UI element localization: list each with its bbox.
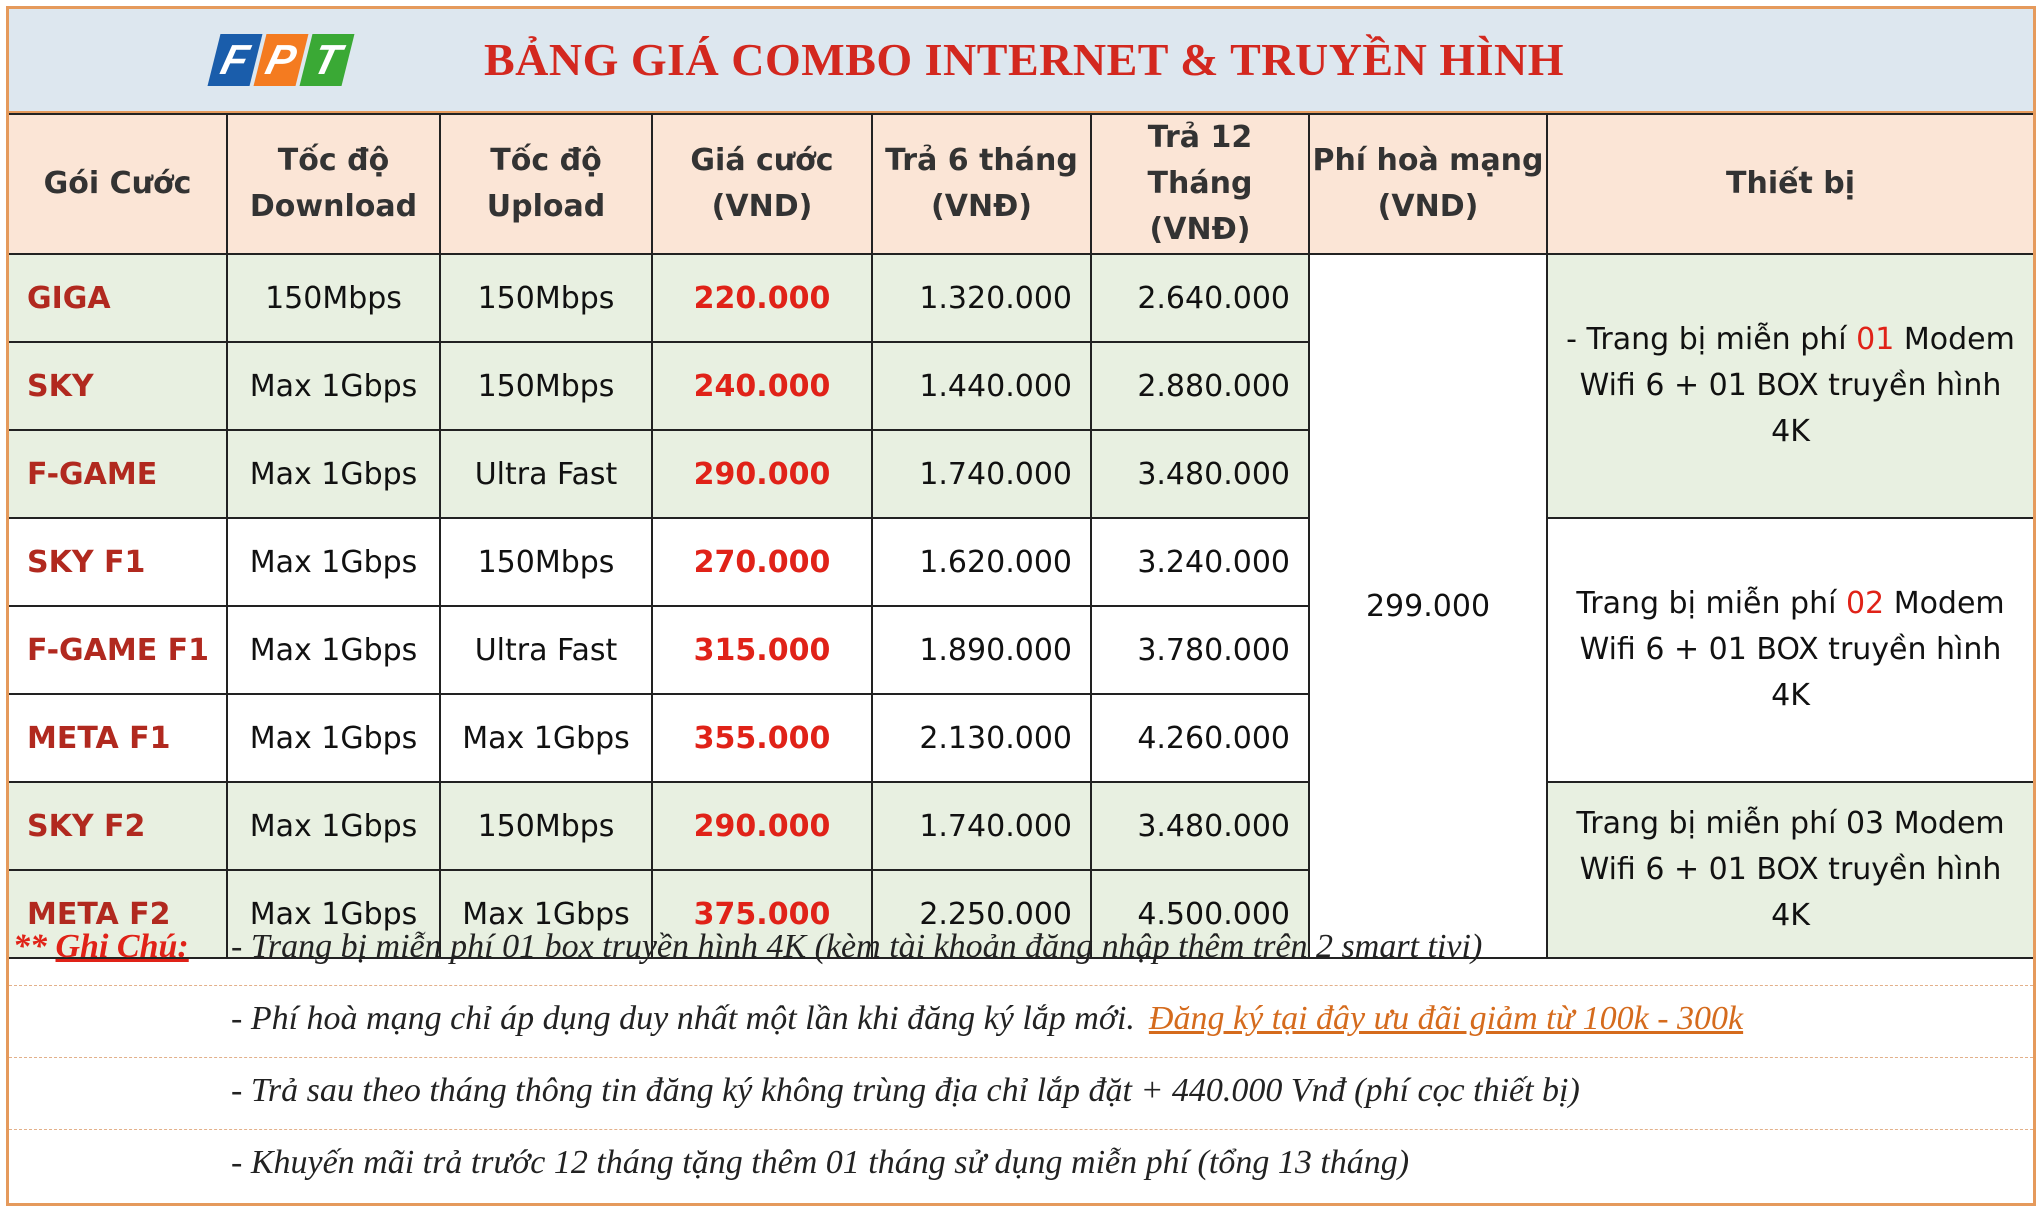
download-speed: Max 1Gbps [227, 430, 440, 518]
note-row [9, 914, 2033, 986]
pay-6-months: 1.740.000 [872, 430, 1091, 518]
header-device: Thiết bị [1547, 114, 2033, 254]
header-download: Tốc độ Download [227, 114, 440, 254]
pay-12-months: 3.480.000 [1091, 430, 1309, 518]
price-sheet [6, 6, 2036, 1206]
download-speed: Max 1Gbps [227, 870, 440, 958]
package-name: META F1 [9, 694, 227, 782]
package-name: SKY F1 [9, 518, 227, 606]
table-row [9, 782, 2033, 870]
notes-label: ** Ghi Chú: [13, 928, 189, 965]
monthly-price: 315.000 [652, 606, 872, 694]
install-fee: 299.000 [1309, 254, 1547, 958]
monthly-price: 355.000 [652, 694, 872, 782]
pay-6-months: 1.890.000 [872, 606, 1091, 694]
download-speed: Max 1Gbps [227, 782, 440, 870]
download-speed: Max 1Gbps [227, 606, 440, 694]
note-row [9, 986, 2033, 1058]
package-name: SKY [9, 342, 227, 430]
notes-section [9, 914, 2033, 1202]
monthly-price: 290.000 [652, 782, 872, 870]
pay-12-months: 3.780.000 [1091, 606, 1309, 694]
download-speed: Max 1Gbps [227, 342, 440, 430]
pay-6-months: 2.130.000 [872, 694, 1091, 782]
logo-tile-f: F [208, 34, 263, 86]
page-title: BẢNG GIÁ COMBO INTERNET & TRUYỀN HÌNH [483, 34, 1565, 85]
upload-speed: 150Mbps [440, 342, 652, 430]
header-upload: Tốc độ Upload [440, 114, 652, 254]
package-name: META F2 [9, 870, 227, 958]
header-pay12: Trả 12 Tháng (VNĐ) [1091, 114, 1309, 254]
device-group-3: Trang bị miễn phí 03 Modem Wifi 6 + 01 BOX truyền hình 4K [1547, 782, 2033, 958]
package-name: GIGA [9, 254, 227, 342]
logo-tile-p: P [254, 34, 309, 86]
monthly-price: 290.000 [652, 430, 872, 518]
header-package: Gói Cước [9, 114, 227, 254]
header-pay6: Trả 6 tháng (VNĐ) [872, 114, 1091, 254]
table-row [9, 518, 2033, 606]
device-group-1: - Trang bị miễn phí 01 Modem Wifi 6 + 01 BOX truyền hình 4K [1547, 254, 2033, 518]
pay-12-months: 3.240.000 [1091, 518, 1309, 606]
note-row [9, 1130, 2033, 1202]
pricing-table [9, 113, 2033, 959]
package-name: SKY F2 [9, 782, 227, 870]
download-speed: Max 1Gbps [227, 694, 440, 782]
download-speed: 150Mbps [227, 254, 440, 342]
table-row [9, 254, 2033, 342]
download-speed: Max 1Gbps [227, 518, 440, 606]
note-item: - Trả sau theo tháng thông tin đăng ký không trùng địa chỉ lắp đặt + 440.000 Vnđ (phí cọc thiết bị) [231, 1072, 1580, 1109]
header-fee: Phí hoà mạng (VND) [1309, 114, 1547, 254]
pay-12-months: 2.640.000 [1091, 254, 1309, 342]
monthly-price: 270.000 [652, 518, 872, 606]
header-price: Giá cước (VND) [652, 114, 872, 254]
upload-speed: Max 1Gbps [440, 870, 652, 958]
upload-speed: Ultra Fast [440, 430, 652, 518]
pay-6-months: 2.250.000 [872, 870, 1091, 958]
logo-tile-t: T [300, 34, 355, 86]
title-bar [9, 9, 2033, 113]
pay-12-months: 2.880.000 [1091, 342, 1309, 430]
monthly-price: 240.000 [652, 342, 872, 430]
table-header-row [9, 114, 2033, 254]
note-item: - Khuyến mãi trả trước 12 tháng tặng thêm 01 tháng sử dụng miễn phí (tổng 13 tháng) [231, 1144, 1410, 1181]
note-item: - Trang bị miễn phí 01 box truyền hình 4K (kèm tài khoản đăng nhập thêm trên 2 smart tivi) [231, 928, 1483, 965]
register-promo-link[interactable]: Đăng ký tại đây ưu đãi giảm từ 100k - 300k [1148, 1000, 1744, 1037]
pay-6-months: 1.320.000 [872, 254, 1091, 342]
pay-6-months: 1.440.000 [872, 342, 1091, 430]
monthly-price: 220.000 [652, 254, 872, 342]
upload-speed: 150Mbps [440, 782, 652, 870]
monthly-price: 375.000 [652, 870, 872, 958]
pay-12-months: 4.500.000 [1091, 870, 1309, 958]
pay-12-months: 3.480.000 [1091, 782, 1309, 870]
pay-6-months: 1.740.000 [872, 782, 1091, 870]
upload-speed: Ultra Fast [440, 606, 652, 694]
note-item: - Phí hoà mạng chỉ áp dụng duy nhất một lần khi đăng ký lắp mới. Đăng ký tại đây ưu đãi giảm từ 100k - 300k [231, 1000, 1744, 1037]
upload-speed: 150Mbps [440, 518, 652, 606]
device-group-2: Trang bị miễn phí 02 Modem Wifi 6 + 01 BOX truyền hình 4K [1547, 518, 2033, 782]
package-name: F-GAME [9, 430, 227, 518]
pay-12-months: 4.260.000 [1091, 694, 1309, 782]
note-row [9, 1058, 2033, 1130]
package-name: F-GAME F1 [9, 606, 227, 694]
pay-6-months: 1.620.000 [872, 518, 1091, 606]
upload-speed: 150Mbps [440, 254, 652, 342]
upload-speed: Max 1Gbps [440, 694, 652, 782]
